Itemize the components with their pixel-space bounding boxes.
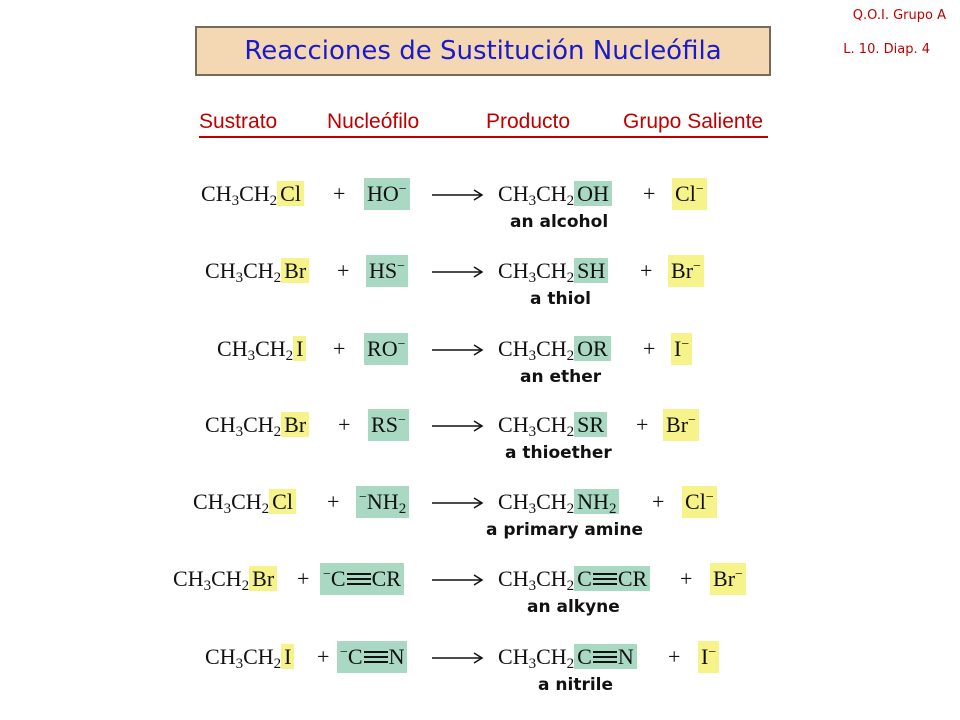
product-alkyl: $CH_3CH_2$ [498,489,575,517]
nucleophile-formula: RS− [368,409,409,441]
product-alkyl: $CH_3CH_2$ [498,258,575,286]
header-sustrato: Sustrato [199,110,278,133]
product-class-label: a nitrile [538,675,614,695]
substrate-alkyl: $CH_3CH_2$ [217,336,294,364]
reaction-arrow-icon [432,343,484,357]
product-new-group: SR [574,412,607,437]
substrate-leaving-group: Br [249,566,277,591]
product-class-label: a thioether [505,443,612,463]
plus-sign: + [680,566,693,591]
leaving-group-ion: Cl− [672,178,707,210]
substrate-formula [217,333,306,365]
reaction-arrow-icon [432,419,484,433]
product-alkyl: $CH_3CH_2$ [498,644,575,672]
triple-bond-symbol [346,566,372,591]
product-formula [498,486,619,518]
nucleophile-formula: $^-NH_2$ [356,486,409,518]
header-producto: Producto [486,110,571,133]
product-new-group: OR [574,336,611,361]
substrate-leaving-group: Br [281,412,309,437]
reaction-row [0,255,960,315]
header-grupo-saliente: Grupo Saliente [623,110,764,133]
plus-sign: + [338,412,351,437]
leaving-group-ion: I− [698,641,719,673]
triple-bond-symbol [592,644,618,669]
product-class-label: an ether [520,367,602,387]
plus-sign: + [327,489,340,514]
slide-reference: L. 10. Diap. 4 [843,42,930,57]
plus-sign: + [643,181,656,206]
plus-sign: + [652,489,665,514]
reaction-arrow-icon [432,188,484,202]
reaction-row [0,333,960,393]
nucleophile-formula: HS− [366,255,408,287]
reaction-row [0,486,960,546]
substrate-formula [205,255,309,287]
leaving-group-ion: Br− [668,255,704,287]
substrate-leaving-group: I [281,644,294,669]
plus-sign: + [333,181,346,206]
plus-sign: + [636,412,649,437]
triple-bond-symbol [592,566,618,591]
leaving-group-ion: Br− [710,563,746,595]
product-formula [498,255,608,287]
product-class-label: an alkyne [527,597,620,617]
reaction-row [0,409,960,469]
reaction-row [0,178,960,238]
substrate-alkyl: $CH_3CH_2$ [205,412,282,440]
plus-sign: + [643,336,656,361]
product-alkyl: $CH_3CH_2$ [498,566,575,594]
substrate-leaving-group: Cl [277,181,304,206]
nucleophile-formula: RO− [364,333,408,365]
plus-sign: + [297,566,310,591]
product-formula [498,563,650,595]
product-alkyl: $CH_3CH_2$ [498,336,575,364]
substrate-alkyl: $CH_3CH_2$ [173,566,250,594]
substrate-leaving-group: Br [281,258,309,283]
product-alkyl: $CH_3CH_2$ [498,412,575,440]
product-formula [498,409,607,441]
leaving-group-ion: Cl− [682,486,717,518]
course-label: Q.O.I. Grupo A [852,8,946,23]
leaving-group-ion: Br− [663,409,699,441]
product-new-group: $NH_2$ [574,489,619,514]
reaction-row [0,563,960,623]
product-new-group: SH [574,258,608,283]
substrate-alkyl: $CH_3CH_2$ [201,181,278,209]
plus-sign: + [317,644,330,669]
product-class-label: a thiol [530,289,591,309]
product-formula [498,641,637,673]
slide-title: Reacciones de Sustitución Nucleófila [195,26,771,76]
plus-sign: + [333,336,346,361]
nucleophile-formula: −C N [337,641,407,673]
substrate-alkyl: $CH_3CH_2$ [193,489,270,517]
header-nucleofilo: Nucleófilo [327,110,420,133]
nucleophile-formula: HO− [364,178,410,210]
reaction-arrow-icon [432,651,484,665]
reaction-arrow-icon [432,496,484,510]
substrate-alkyl: $CH_3CH_2$ [205,644,282,672]
substrate-formula [205,409,309,441]
product-class-label: an alcohol [510,212,609,232]
column-headers [199,108,768,138]
substrate-alkyl: $CH_3CH_2$ [205,258,282,286]
reaction-arrow-icon [432,265,484,279]
product-class-label: a primary amine [486,520,643,540]
plus-sign: + [337,258,350,283]
plus-sign: + [640,258,653,283]
product-new-group: OH [574,181,612,206]
substrate-formula [201,178,304,210]
product-alkyl: $CH_3CH_2$ [498,181,575,209]
substrate-leaving-group: Cl [269,489,296,514]
product-new-group: C N [574,644,637,669]
product-formula [498,178,612,210]
substrate-leaving-group: I [293,336,306,361]
product-new-group: C CR [574,566,650,591]
substrate-formula [173,563,277,595]
nucleophile-formula: −C CR [320,563,404,595]
leaving-group-ion: I− [671,333,692,365]
substrate-formula [193,486,296,518]
plus-sign: + [668,644,681,669]
triple-bond-symbol [363,644,389,669]
substrate-formula [205,641,294,673]
reaction-row [0,641,960,701]
reaction-arrow-icon [432,573,484,587]
product-formula [498,333,611,365]
